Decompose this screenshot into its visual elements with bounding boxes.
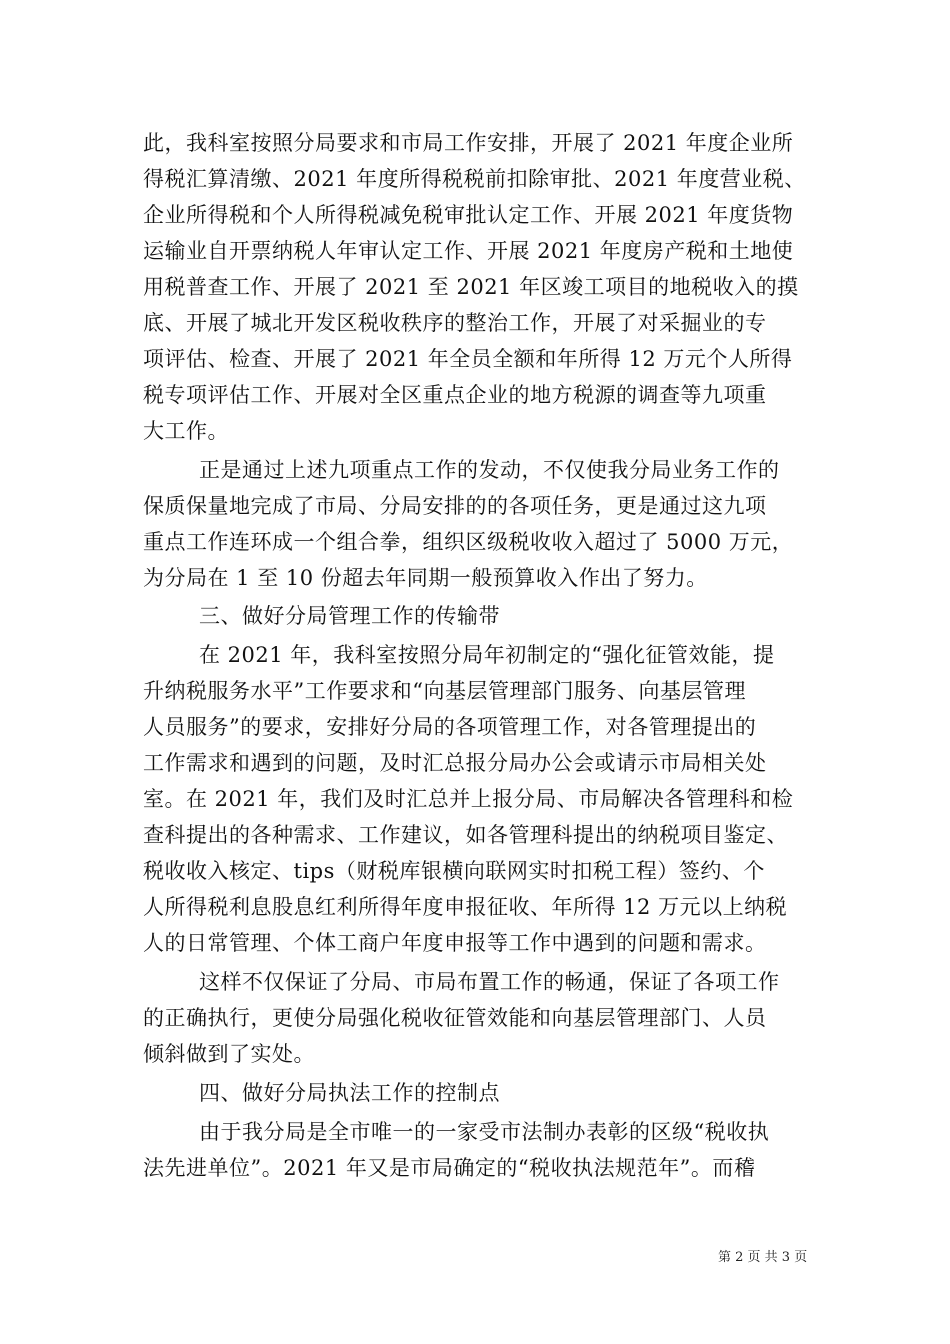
paragraph-line: 保质保量地完成了市局、分局安排的的各项任务，更是通过这九项: [143, 494, 767, 518]
paragraph-line: 重点工作连环成一个组合拳，组织区级税收收入超过了 5000 万元，: [143, 530, 794, 554]
paragraph-line: 升纳税服务水平”工作要求和“向基层管理部门服务、向基层管理: [143, 679, 746, 703]
paragraph-line: 此，我科室按照分局要求和市局工作安排，开展了 2021 年度企业所: [143, 131, 794, 155]
paragraph-line: 人所得税利息股息红利所得年度申报征收、年所得 12 万元以上纳税: [143, 895, 788, 919]
paragraph-line: 税收收入核定、tips（财税库银横向联网实时扣税工程）签约、个: [143, 859, 765, 883]
paragraph-line: 在 2021 年，我科室按照分局年初制定的“强化征管效能，提: [199, 643, 775, 667]
paragraph-line: 这样不仅保证了分局、市局布置工作的畅通，保证了各项工作: [199, 970, 780, 994]
paragraph-line: 工作需求和遇到的问题，及时汇总报分局办公会或请示市局相关处: [143, 751, 767, 775]
paragraph-line: 企业所得税和个人所得税减免税审批认定工作、开展 2021 年度货物: [143, 203, 794, 227]
paragraph-line: 人员服务”的要求，安排好分局的各项管理工作，对各管理提出的: [143, 715, 757, 739]
paragraph-line: 税专项评估工作、开展对全区重点企业的地方税源的调查等九项重: [143, 383, 767, 407]
paragraph-line: 室。在 2021 年，我们及时汇总并上报分局、市局解决各管理科和检: [143, 787, 794, 811]
paragraph-line: 的正确执行，更使分局强化税收征管效能和向基层管理部门、人员: [143, 1006, 767, 1030]
paragraph-line: 用税普查工作、开展了 2021 至 2021 年区竣工项目的地税收入的摸: [143, 275, 799, 299]
paragraph-line: 底、开展了城北开发区税收秩序的整治工作，开展了对采掘业的专: [143, 311, 767, 335]
paragraph-line: 正是通过上述九项重点工作的发动，不仅使我分局业务工作的: [199, 458, 780, 482]
paragraph-line: 由于我分局是全市唯一的一家受市法制办表彰的区级“税收执: [199, 1120, 770, 1144]
paragraph-line: 得税汇算清缴、2021 年度所得税税前扣除审批、2021 年度营业税、: [143, 167, 806, 191]
paragraph-line: 运输业自开票纳税人年审认定工作、开展 2021 年度房产税和土地使: [143, 239, 794, 263]
section-heading: 四、做好分局执法工作的控制点: [199, 1081, 500, 1105]
page-number-footer: 第 2 页 共 3 页: [718, 1250, 808, 1265]
paragraph-line: 为分局在 1 至 10 份超去年同期一般预算收入作出了努力。: [143, 566, 708, 590]
paragraph-line: 查科提出的各种需求、工作建议，如各管理科提出的纳税项目鉴定、: [143, 823, 788, 847]
paragraph-line: 大工作。: [143, 419, 229, 443]
paragraph-line: 法先进单位”。2021 年又是市局确定的“税收执法规范年”。而稽: [143, 1156, 756, 1180]
paragraph-line: 人的日常管理、个体工商户年度申报等工作中遇到的问题和需求。: [143, 931, 767, 955]
paragraph-line: 项评估、检查、开展了 2021 年全员全额和年所得 12 万元个人所得: [143, 347, 793, 371]
section-heading: 三、做好分局管理工作的传输带: [199, 604, 500, 628]
paragraph-line: 倾斜做到了实处。: [143, 1042, 315, 1066]
